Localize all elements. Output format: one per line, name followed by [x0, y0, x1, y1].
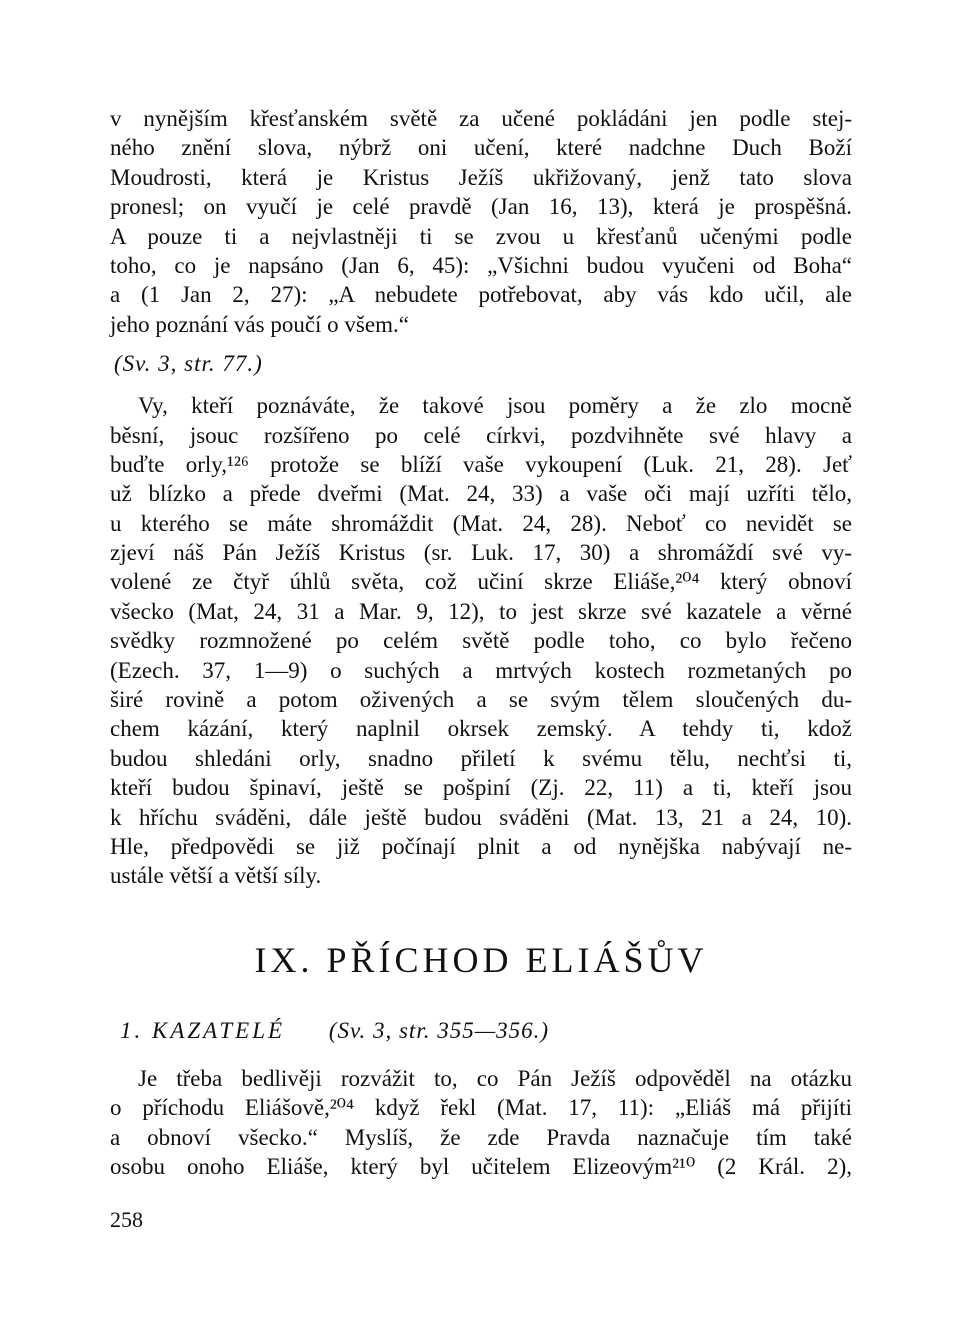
- source-reference: (Sv. 3, str. 77.): [114, 351, 263, 377]
- text-line: A pouze ti a nejvlastněji ti se zvou u křesťanů učenými podle: [110, 223, 852, 249]
- section-subheading: [120, 1018, 549, 1044]
- text-line: jeho poznání vás poučí o všem.“: [110, 311, 409, 337]
- text-line: svědky rozmnožené po celém světě podle toho, co bylo řečeno: [110, 628, 852, 654]
- text-line: Je třeba bedlivěji rozvážit to, co Pán Ježíš odpověděl na otázku: [138, 1066, 852, 1091]
- text-line: volené ze čtyř úhlů světa, což učiní skrze Eliáše,²⁰⁴ který obnoví: [110, 569, 852, 595]
- text-line: budou shledáni orly, snadno přiletí k svému tělu, nechťsi ti,: [110, 745, 852, 771]
- text-line: běsní, jsouc rozšířeno po celé církvi, pozdvihněte své hlavy a: [110, 422, 852, 448]
- text-line: už blízko a přede dveřmi (Mat. 24, 33) a vaše oči mají uzříti tělo,: [110, 481, 852, 507]
- text-line: Hle, předpovědi se již počínají plnit a od nynějška nabývají ne-: [110, 833, 852, 859]
- text-line: a (1 Jan 2, 27): „A nebudete potřebovat, aby vás kdo učil, ale: [110, 282, 852, 308]
- chapter-heading: IX. PŘÍCHOD ELIÁŠŮV: [254, 940, 708, 980]
- text-line: buďte orly,¹²⁶ protože se blíží vaše vykoupení (Luk. 21, 28). Jeť: [110, 451, 852, 477]
- text-line: u kterého se máte shromáždit (Mat. 24, 28). Neboť co nevidět se: [110, 510, 852, 536]
- text-line: toho, co je napsáno (Jan 6, 45): „Všichni budou vyučeni od Boha“: [110, 252, 852, 278]
- paragraph-1: [110, 104, 852, 339]
- paragraph-2: [110, 391, 852, 891]
- text-line: pronesl; on vyučí je celé pravdě (Jan 16, 13), která je prospěšná.: [110, 194, 852, 220]
- subheading-reference: (Sv. 3, str. 355—356.): [328, 1018, 550, 1043]
- text-line: chem kázání, který naplnil okrsek zemský. A tehdy ti, kdož: [110, 716, 852, 742]
- text-line: širé rovině a potom oživených a se svým tělem sloučených du-: [110, 687, 852, 713]
- text-line: a obnoví všecko.“ Myslíš, že zde Pravda naznačuje tím také: [110, 1124, 852, 1150]
- text-line: (Ezech. 37, 1—9) o suchých a mrtvých kostech rozmetaných po: [110, 657, 852, 683]
- text-line: zjeví náš Pán Ježíš Kristus (sr. Luk. 17, 30) a shromáždí své vy-: [110, 540, 852, 566]
- text-line: Vy, kteří poznáváte, že takové jsou poměry a že zlo mocně: [138, 393, 852, 419]
- subheading-title: 1. KAZATELÉ: [120, 1018, 286, 1043]
- text-line: kteří budou špinaví, ještě se pošpiní (Zj. 22, 11) a ti, kteří jsou: [110, 775, 852, 801]
- page-number: 258: [110, 1207, 143, 1232]
- text-line: k hříchu sváděni, dále ještě budou sváděni (Mat. 13, 21 a 24, 10).: [110, 804, 852, 830]
- page-body: [110, 104, 852, 1232]
- text-line: osobu onoho Eliáše, který byl učitelem Elizeovým²¹⁰ (2 Král. 2),: [110, 1154, 852, 1180]
- paragraph-3: [110, 1064, 852, 1182]
- text-line: všecko (Mat, 24, 31 a Mar. 9, 12), to jest skrze své kazatele a věrné: [110, 598, 852, 624]
- text-line: ustále větší a větší síly.: [110, 863, 322, 889]
- text-line: o příchodu Eliášově,²⁰⁴ když řekl (Mat. 17, 11): „Eliáš má přijíti: [110, 1095, 852, 1121]
- text-line: ného znění slova, nýbrž oni učení, které nadchne Duch Boží: [110, 135, 852, 161]
- text-line: v nynějším křesťanském světě za učené pokládáni jen podle stej-: [110, 106, 852, 131]
- text-line: Moudrosti, která je Kristus Ježíš ukřižovaný, jenž tato slova: [110, 164, 852, 190]
